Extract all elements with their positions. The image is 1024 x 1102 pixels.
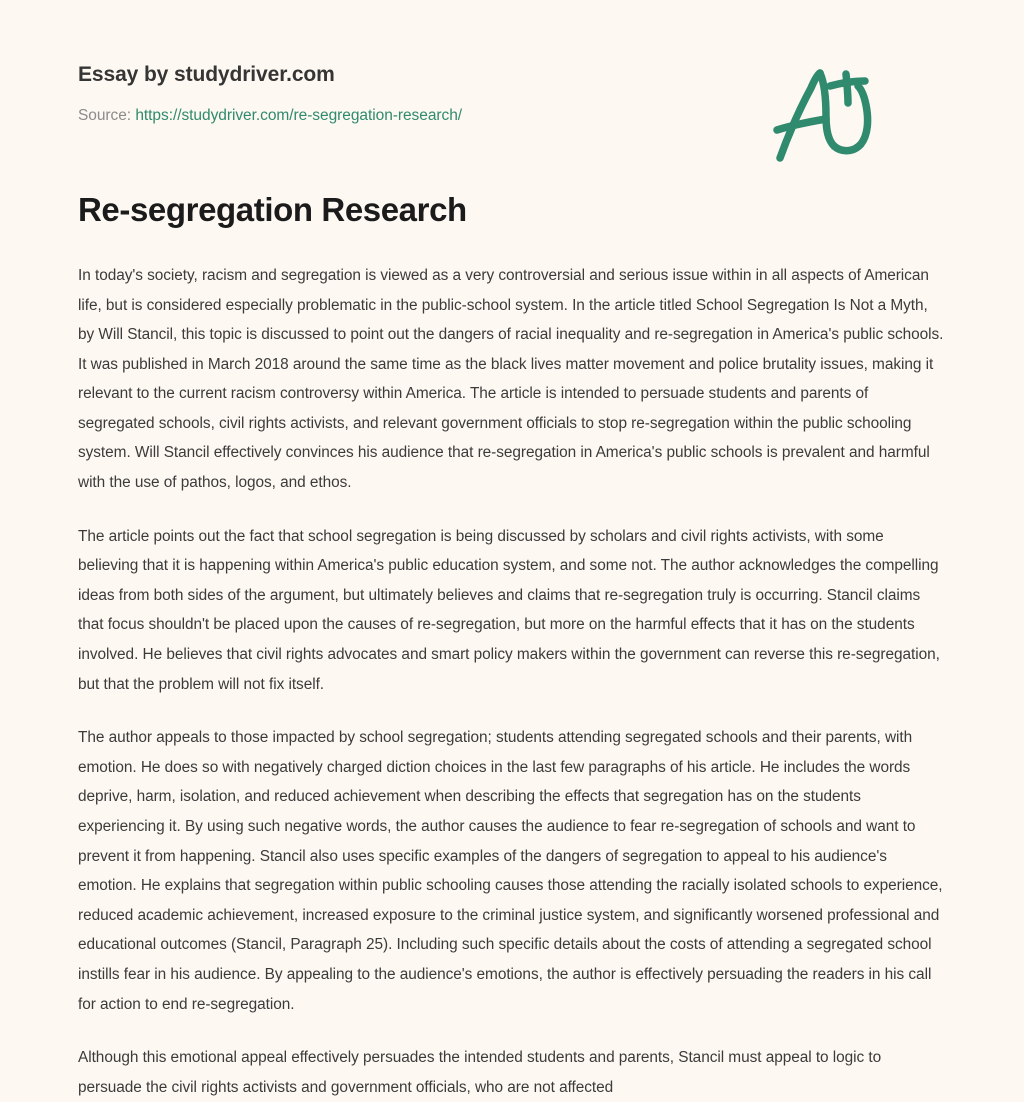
article-paragraph: Although this emotional appeal effectively persuades the intended students and parents, Stancil must appeal to logic to persuade the civil rights activists and government officials, who are not affected [78,1049,882,1096]
article-paragraph: The author appeals to those impacted by school segregation; students attending segregated schools and their parents, with emotion. He does so with negatively charged diction choices in the last few paragraphs of his article. He includes the words deprive, harm, isolation, and reduced achievement when describing the effects that segregation has on the students experiencing it. By using such negative words, the author causes the audience to fear re-segregation of schools and want to prevent it from happening. Stancil also uses specific examples of the dangers of segregation to appeal to his audience's emotion. He explains that segregation within public schooling causes those attending the racially isolated schools to experience, reduced academic achievement, increased exposure to the criminal justice system, and significantly worsened professional and educational outcomes (Stancil, Paragraph 25). Including such specific details about the costs of attending a segregated school instills fear in his audience. By appealing to the audience's emotions, the author is effectively persuading the readers in his call for action to end re-segregation. [78,729,943,1013]
article-paragraph: The article points out the fact that school segregation is being discussed by scholars and civil rights activists, with some believing that it is happening within America's public education system, and some not. The author acknowledges the compelling ideas from both sides of the argument, but ultimately believes and claims that re-segregation truly is occurring. Stancil claims that focus shouldn't be placed upon the causes of re-segregation, but more on the harmful effects that it has on the students involved. He believes that civil rights advocates and smart policy makers within the government can reverse this re-segregation, but that the problem will not fix itself. [78,527,940,693]
document-header [78,0,946,126]
a-plus-logo-icon [768,60,888,170]
article-body [78,230,946,1102]
page-title: Re-segregation Research [78,191,467,229]
source-url-link[interactable]: https://studydriver.com/re-segregation-research/ [135,107,463,125]
source-label: Source: [78,107,132,125]
article-paragraph: In today's society, racism and segregation is viewed as a very controversial and serious issue within in all aspects of American life, but is considered especially problematic in the public-school system. In the article titled School Segregation Is Not a Myth, by Will Stancil, this topic is discussed to point out the dangers of racial inequality and re-segregation in America's public schools. It was published in March 2018 around the same time as the black lives matter movement and police brutality issues, making it relevant to the current racism controversy within America. The article is intended to persuade students and parents of segregated schools, civil rights activists, and relevant government officials to stop re-segregation within the public schooling system. Will Stancil effectively convinces his audience that re-segregation in America's public schools is prevalent and harmful with the use of pathos, logos, and ethos. [78,266,944,492]
essay-byline: Essay by studydriver.com [78,63,335,86]
